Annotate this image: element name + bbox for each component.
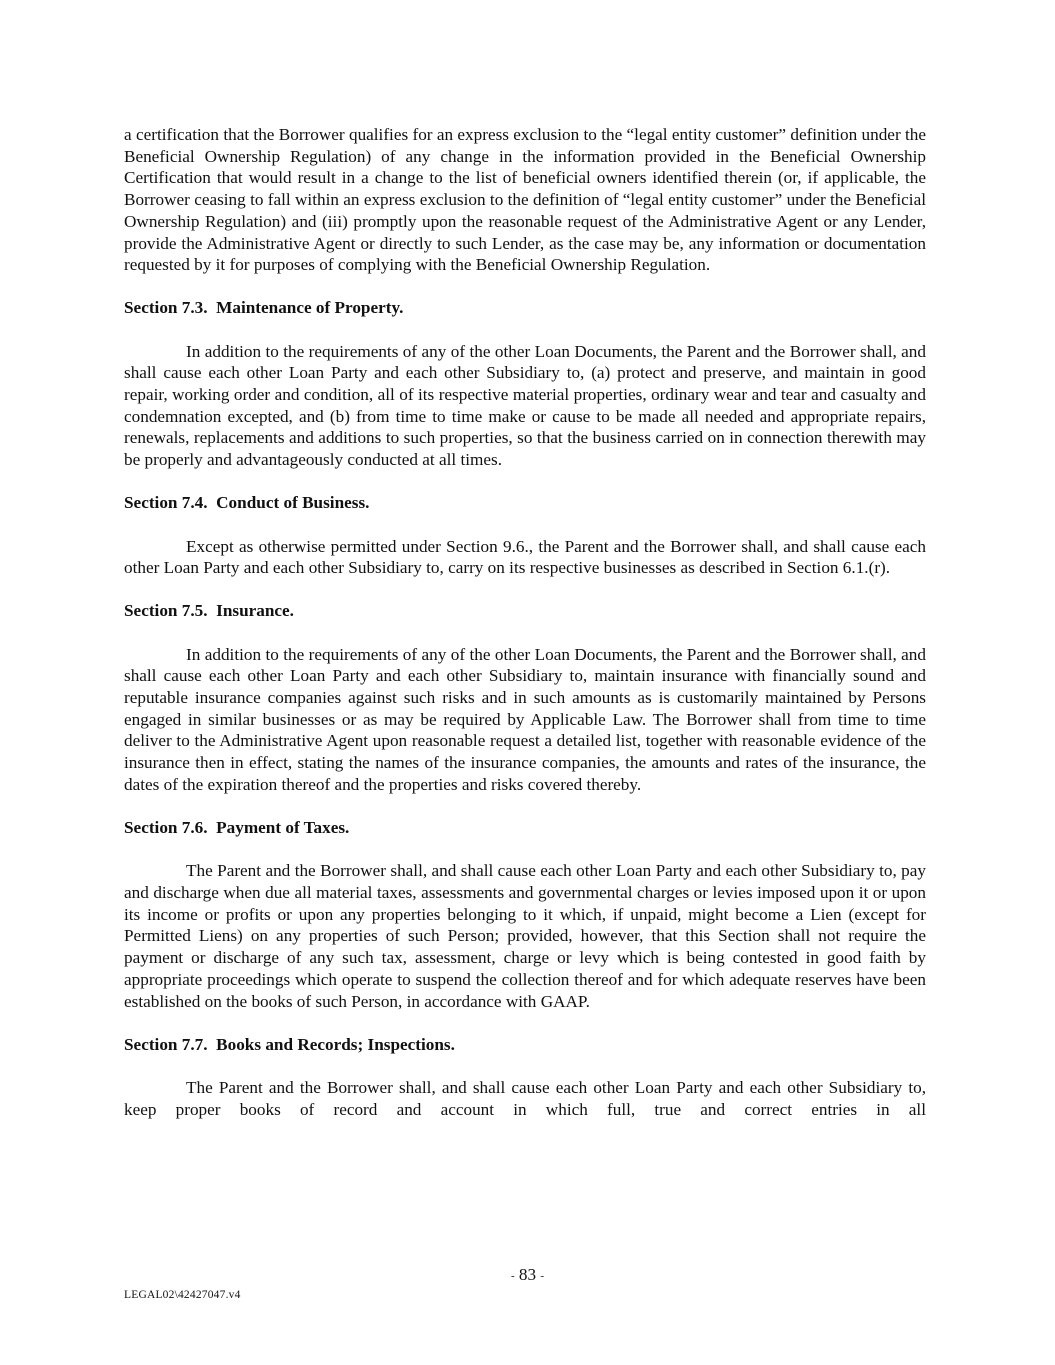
section-7-6-body: The Parent and the Borrower shall, and shall cause each other Loan Party and each other Subsidiary to, pay and discharge when due all material taxes, assessments and governmental charges or levies imposed upon it or upon its income or profits or upon any properties belonging to it which, if unpaid, might become a Lien (except for Permitted Liens) on any properties of such Person; provided, however, that this Section shall not require the payment or discharge of any such tax, assessment, charge or levy which is being contested in good faith by appropriate proceedings which operate to suspend the collection thereof and for which adequate reserves have been established on the books of such Person, in accordance with GAAP. — [124, 861, 926, 1011]
section-7-3-heading: Section 7.3. Maintenance of Property. — [124, 298, 404, 318]
document-id-footer: LEGAL02\42427047.v4 — [124, 1289, 241, 1301]
section-7-4-body: Except as otherwise permitted under Section 9.6., the Parent and the Borrower shall, and shall cause each other Loan Party and each other Subsidiary to, carry on its respective businesses as described in Section 6.1.(r). — [124, 536, 926, 578]
section-7-5-body: In addition to the requirements of any of the other Loan Documents, the Parent and the Borrower shall, and shall cause each other Loan Party and each other Subsidiary to, maintain insurance with financially sound and reputable insurance companies against such risks and in such amounts as is customarily maintained by Persons engaged in similar businesses or as may be required by Applicable Law. The Borrower shall from time to time deliver to the Administrative Agent upon reasonable request a detailed list, together with reasonable evidence of the insurance then in effect, stating the names of the insurance companies, the amounts and rates of the insurance, the dates of the expiration thereof and the properties and risks covered thereby. — [124, 644, 926, 794]
page-number-dash-right: - — [540, 1270, 545, 1283]
page-number-dash-left: - — [510, 1270, 515, 1283]
section-7-6-heading: Section 7.6. Payment of Taxes. — [124, 818, 350, 838]
page-number — [0, 1265, 1055, 1285]
section-7-3-body: In addition to the requirements of any of the other Loan Documents, the Parent and the Borrower shall, and shall cause each other Loan Party and each other Subsidiary to, (a) protect and preserve, and maintain in good repair, working order and condition, all of its respective material properties, ordinary wear and tear and casualty and condemnation excepted, and (b) from time to time make or cause to be made all needed and appropriate repairs, renewals, replacements and additions to such properties, so that the business carried on in connection therewith may be properly and advantageously conducted at all times. — [124, 341, 926, 470]
section-7-4-heading: Section 7.4. Conduct of Business. — [124, 493, 370, 513]
continuation-paragraph: a certification that the Borrower qualifies for an express exclusion to the “legal entity customer” definition under the Beneficial Ownership Regulation) of any change in the information provided in the Beneficial Ownership Certification that would result in a change to the list of beneficial owners identified therein (or, if applicable, the Borrower ceasing to fall within an express exclusion to the definition of “legal entity customer” under the Beneficial Ownership Regulation) and (iii) promptly upon the reasonable request of the Administrative Agent or any Lender, provide the Administrative Agent or directly to such Lender, as the case may be, any information or documentation requested by it for purposes of complying with the Beneficial Ownership Regulation. — [124, 125, 926, 275]
section-7-7-body: The Parent and the Borrower shall, and shall cause each other Loan Party and each other Subsidiary to, keep proper books of record and account in which full, true and correct entries in all — [124, 1077, 926, 1119]
section-7-7-heading: Section 7.7. Books and Records; Inspections. — [124, 1034, 455, 1054]
document-page — [124, 124, 926, 1120]
section-7-5-heading: Section 7.5. Insurance. — [124, 601, 294, 621]
page-number-value: 83 — [518, 1265, 537, 1284]
